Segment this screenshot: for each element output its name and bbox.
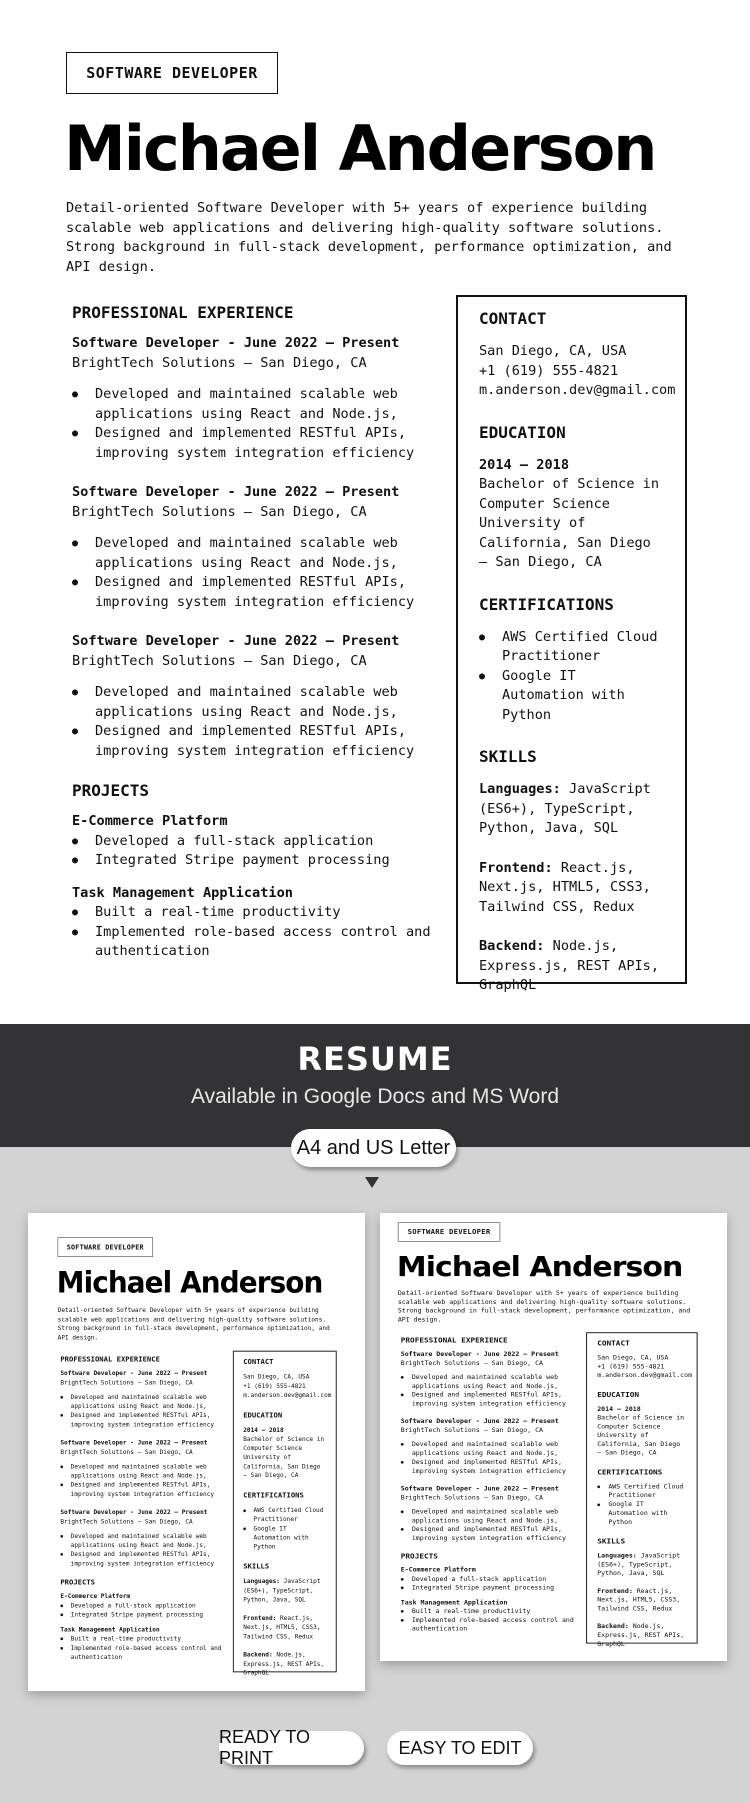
education-details: Bachelor of Science in Computer Science University of California, San Diego – San Diego, CA <box>243 1435 325 1480</box>
skill-value: Node.js, Express.js, REST APIs, GraphQL <box>243 1650 325 1677</box>
a4-preview <box>28 1213 365 1691</box>
education-years: 2014 – 2018 <box>243 1426 284 1434</box>
certification-list <box>597 1483 686 1527</box>
education-heading: EDUCATION <box>597 1389 640 1399</box>
education-details: Bachelor of Science in Computer Science University of California, San Diego – San Diego, CA <box>597 1414 685 1457</box>
candidate-name: Michael Anderson <box>396 1249 683 1283</box>
job-company: BrightTech Solutions – San Diego, CA <box>60 1378 193 1386</box>
sidebar-box <box>456 295 687 993</box>
job-company: BrightTech Solutions – San Diego, CA <box>400 1426 543 1434</box>
job-entry <box>60 1369 222 1429</box>
skill-value: JavaScript (ES6+), TypeScript, Python, Java, SQL <box>597 1551 681 1577</box>
skill-label: Backend: <box>243 1650 273 1659</box>
experience-heading: PROFESSIONAL EXPERIENCE <box>400 1335 508 1345</box>
list-item: ● Integrated Stripe payment processing <box>401 1583 575 1592</box>
skill-group <box>243 1614 326 1641</box>
list-item: ● Developed and maintained scalable web applications using React and Node.js, <box>60 1532 222 1550</box>
experience-heading: PROFESSIONAL EXPERIENCE <box>60 1354 160 1364</box>
list-item: ● Designed and implemented RESTful APIs, improving system integration efficiency <box>60 1550 222 1568</box>
projects-heading: PROJECTS <box>60 1577 95 1587</box>
list-item: ● Implemented role-based access control and authentication <box>72 923 432 962</box>
certifications-heading: CERTIFICATIONS <box>597 1467 663 1477</box>
list-item: ● Built a real-time productivity <box>401 1607 575 1616</box>
list-item: ● AWS Certified Cloud Practitioner <box>479 628 664 667</box>
certifications-section <box>597 1468 686 1527</box>
job-entry <box>72 334 432 463</box>
list-item: ● Developed a full-stack application <box>401 1575 575 1584</box>
job-company: BrightTech Solutions – San Diego, CA <box>72 652 367 669</box>
project-entry <box>72 884 432 962</box>
list-item: ● Designed and implemented RESTful APIs, improving system integration efficiency <box>72 424 432 463</box>
project-title: Task Management Application <box>72 884 293 901</box>
job-bullets <box>401 1508 575 1543</box>
contact-location: San Diego, CA, USA <box>597 1353 669 1362</box>
education-section <box>479 423 664 573</box>
job-title: Software Developer - June 2022 – Present <box>400 1417 559 1425</box>
job-company: BrightTech Solutions – San Diego, CA <box>60 1448 193 1456</box>
contact-section <box>597 1338 693 1380</box>
project-entry <box>401 1598 575 1633</box>
list-item: ● Developed and maintained scalable web applications using React and Node.js, <box>72 385 432 424</box>
contact-email: m.anderson.dev@gmail.com <box>243 1391 332 1399</box>
down-arrow-icon <box>365 1177 379 1188</box>
skills-section <box>597 1536 686 1648</box>
skill-group <box>479 780 664 839</box>
skill-value: JavaScript (ES6+), TypeScript, Python, Java, SQL <box>479 781 651 836</box>
candidate-name: Michael Anderson <box>56 1265 323 1300</box>
project-title: Task Management Application <box>60 1625 160 1634</box>
job-bullets <box>401 1373 575 1408</box>
certifications-heading: CERTIFICATIONS <box>243 1490 304 1500</box>
list-item: ● Designed and implemented RESTful APIs, improving system integration efficiency <box>60 1411 222 1429</box>
banner-title: RESUME <box>297 1040 453 1078</box>
job-entry <box>401 1417 575 1475</box>
skill-group <box>597 1551 686 1577</box>
job-bullets <box>60 1462 222 1498</box>
list-item: ● Implemented role-based access control and authentication <box>401 1616 575 1634</box>
job-title-badge: SOFTWARE DEVELOPER <box>58 1237 153 1257</box>
easy-to-edit-pill: EASY TO EDIT <box>387 1731 533 1765</box>
ready-to-print-pill: READY TO PRINT <box>219 1731 364 1765</box>
list-item: ● Built a real-time productivity <box>60 1635 222 1644</box>
job-entry <box>60 1508 222 1568</box>
skill-label: Languages: <box>597 1551 637 1560</box>
job-bullets <box>60 1393 222 1429</box>
job-title: Software Developer - June 2022 – Present <box>400 1350 559 1358</box>
list-item: ● Developed a full-stack application <box>60 1601 222 1610</box>
list-item: ● Built a real-time productivity <box>72 903 432 923</box>
skill-value: JavaScript (ES6+), TypeScript, Python, Java, SQL <box>243 1577 321 1604</box>
skill-group <box>479 859 664 918</box>
job-title: Software Developer - June 2022 – Present <box>400 1484 559 1493</box>
list-item: ● Developed and maintained scalable web applications using React and Node.js, <box>401 1373 575 1391</box>
job-bullets <box>72 385 432 463</box>
summary: Detail-oriented Software Developer with 5+ years of experience building scalable web applications and delivering high-quality software solutions. Strong background in full-stack development, performance optimization, and API design. <box>66 200 672 275</box>
list-item: ● Developed and maintained scalable web applications using React and Node.js, <box>401 1440 575 1458</box>
list-item: ● Developed and maintained scalable web applications using React and Node.js, <box>401 1508 575 1526</box>
certifications-section <box>479 595 664 726</box>
banner-subtitle: Available in Google Docs and MS Word <box>190 1085 560 1108</box>
education-heading: EDUCATION <box>479 422 566 442</box>
sidebar-box <box>586 1332 698 1648</box>
skill-group <box>597 1587 686 1613</box>
job-entry <box>401 1485 575 1543</box>
skill-label: Languages: <box>479 781 561 797</box>
job-company: BrightTech Solutions – San Diego, CA <box>400 1359 543 1367</box>
certification-list <box>243 1506 326 1552</box>
us-letter-preview <box>380 1213 727 1661</box>
list-item: ● Developed a full-stack application <box>72 832 432 852</box>
list-item: ● Developed and maintained scalable web applications using React and Node.js, <box>60 1462 222 1480</box>
skill-label: Backend: <box>479 938 545 954</box>
list-item: ● Designed and implemented RESTful APIs, improving system integration efficiency <box>60 1480 222 1498</box>
preview-resume <box>28 1213 365 1691</box>
sidebar-box <box>233 1351 337 1677</box>
project-entry <box>72 812 432 871</box>
list-item: ● Developed and maintained scalable web applications using React and Node.js, <box>72 534 432 573</box>
contact-heading: CONTACT <box>243 1357 274 1367</box>
project-title: Task Management Application <box>400 1598 508 1606</box>
certification-list <box>479 628 664 726</box>
skills-section <box>243 1562 326 1678</box>
job-title: Software Developer - June 2022 – Present <box>60 1438 208 1447</box>
project-bullets <box>401 1575 575 1593</box>
skill-label: Backend: <box>597 1622 629 1631</box>
project-bullets <box>401 1607 575 1633</box>
job-bullets <box>401 1440 575 1475</box>
list-item: ● Integrated Stripe payment processing <box>72 851 432 871</box>
job-entry <box>60 1438 222 1498</box>
certifications-heading: CERTIFICATIONS <box>479 594 614 614</box>
skills-section <box>479 747 664 996</box>
experience-heading: PROFESSIONAL EXPERIENCE <box>72 303 294 322</box>
projects-heading: PROJECTS <box>72 781 150 800</box>
list-item: ● Developed and maintained scalable web applications using React and Node.js, <box>60 1393 222 1411</box>
list-item: ● AWS Certified Cloud Practitioner <box>597 1483 686 1501</box>
education-section <box>597 1390 686 1458</box>
job-company: BrightTech Solutions – San Diego, CA <box>72 354 367 371</box>
contact-section <box>479 309 676 401</box>
skill-value: Node.js, Express.js, REST APIs, GraphQL <box>479 938 660 993</box>
job-title: Software Developer - June 2022 – Present <box>72 484 400 500</box>
skill-value: React.js, Next.js, HTML5, CSS3, Tailwind CSS, Redux <box>479 859 651 915</box>
job-entry <box>401 1350 575 1408</box>
skill-value: React.js, Next.js, HTML5, CSS3, Tailwind CSS, Redux <box>243 1614 321 1640</box>
job-company: BrightTech Solutions – San Diego, CA <box>72 503 367 520</box>
contact-heading: CONTACT <box>479 309 547 328</box>
skill-group <box>243 1577 326 1604</box>
list-item: ● Designed and implemented RESTful APIs, improving system integration efficiency <box>72 722 432 761</box>
left-column <box>60 1354 222 1667</box>
preview-resume <box>380 1213 727 1661</box>
education-heading: EDUCATION <box>243 1410 283 1420</box>
skill-label: Frontend: <box>243 1614 277 1622</box>
candidate-name: Michael Anderson <box>64 112 656 185</box>
list-item: ● Implemented role-based access control and authentication <box>60 1644 222 1662</box>
contact-phone: +1 (619) 555-4821 <box>479 362 619 379</box>
contact-email: m.anderson.dev@gmail.com <box>597 1371 693 1379</box>
project-entry <box>60 1625 222 1661</box>
contact-location: San Diego, CA, USA <box>479 343 627 359</box>
job-title: Software Developer - June 2022 – Present <box>60 1369 208 1377</box>
list-item: ● Designed and implemented RESTful APIs, improving system integration efficiency <box>401 1525 575 1543</box>
left-column <box>401 1336 575 1639</box>
project-bullets <box>60 1635 222 1662</box>
job-title-badge: SOFTWARE DEVELOPER <box>66 52 278 94</box>
projects-heading: PROJECTS <box>400 1551 438 1561</box>
job-company: BrightTech Solutions – San Diego, CA <box>60 1517 193 1526</box>
education-details: Bachelor of Science in Computer Science University of California, San Diego – San Diego, CA <box>479 476 660 570</box>
project-bullets <box>72 903 432 962</box>
project-bullets <box>72 832 432 871</box>
project-bullets <box>60 1601 222 1619</box>
certifications-section <box>243 1491 326 1552</box>
project-entry <box>60 1592 222 1619</box>
job-title: Software Developer - June 2022 – Present <box>72 335 400 351</box>
skill-label: Frontend: <box>597 1587 633 1595</box>
skills-heading: SKILLS <box>243 1561 270 1571</box>
job-bullets <box>72 683 432 761</box>
project-title: E-Commerce Platform <box>72 813 228 829</box>
list-item: ● Google IT Automation with Python <box>243 1524 326 1551</box>
job-title-badge: SOFTWARE DEVELOPER <box>398 1222 500 1241</box>
project-title: E-Commerce Platform <box>400 1566 476 1574</box>
skill-label: Frontend: <box>479 859 553 876</box>
contact-section <box>243 1357 332 1400</box>
job-entry <box>72 483 432 612</box>
list-item: ● Designed and implemented RESTful APIs, improving system integration efficiency <box>401 1458 575 1476</box>
list-item: ● Designed and implemented RESTful APIs, improving system integration efficiency <box>401 1391 575 1409</box>
job-company: BrightTech Solutions – San Diego, CA <box>400 1493 543 1502</box>
contact-phone: +1 (619) 555-4821 <box>243 1382 306 1390</box>
contact-heading: CONTACT <box>597 1338 630 1348</box>
skill-value: Node.js, Express.js, REST APIs, GraphQL <box>597 1622 685 1648</box>
skills-heading: SKILLS <box>479 747 537 766</box>
summary: Detail-oriented Software Developer with 5+ years of experience building scalable web applications and delivering high-quality software solutions. Strong background in full-stack development, performance optimization, and API design. <box>397 1289 691 1324</box>
list-item: ● AWS Certified Cloud Practitioner <box>243 1506 326 1524</box>
job-bullets <box>72 534 432 612</box>
list-item: ● Google IT Automation with Python <box>479 667 664 726</box>
skills-heading: SKILLS <box>597 1536 626 1546</box>
skill-group <box>243 1650 326 1677</box>
education-years: 2014 – 2018 <box>597 1405 641 1413</box>
format-pill: A4 and US Letter <box>291 1129 456 1167</box>
list-item: ● Designed and implemented RESTful APIs, improving system integration efficiency <box>72 573 432 612</box>
job-title: Software Developer - June 2022 – Present <box>72 633 400 649</box>
list-item: ● Developed and maintained scalable web applications using React and Node.js, <box>72 683 432 722</box>
job-title: Software Developer - June 2022 – Present <box>60 1508 208 1516</box>
list-item: ● Integrated Stripe payment processing <box>60 1610 222 1619</box>
contact-location: San Diego, CA, USA <box>243 1373 310 1381</box>
contact-phone: +1 (619) 555-4821 <box>597 1362 665 1371</box>
skill-label: Languages: <box>243 1577 280 1586</box>
project-title: E-Commerce Platform <box>60 1592 131 1600</box>
education-section <box>243 1410 326 1480</box>
education-years: 2014 – 2018 <box>479 456 570 473</box>
skill-group <box>597 1622 686 1648</box>
job-bullets <box>60 1532 222 1568</box>
project-entry <box>401 1566 575 1592</box>
summary: Detail-oriented Software Developer with 5+ years of experience building scalable web applications and delivering high-quality software solutions. Strong background in full-stack development, performance optimization, and API design. <box>57 1306 330 1342</box>
job-entry <box>72 632 432 761</box>
contact-email: m.anderson.dev@gmail.com <box>479 382 676 398</box>
list-item: ● Google IT Automation with Python <box>597 1500 686 1526</box>
left-column <box>72 303 432 975</box>
skill-group <box>479 937 664 996</box>
skill-value: React.js, Next.js, HTML5, CSS3, Tailwind CSS, Redux <box>597 1587 681 1613</box>
